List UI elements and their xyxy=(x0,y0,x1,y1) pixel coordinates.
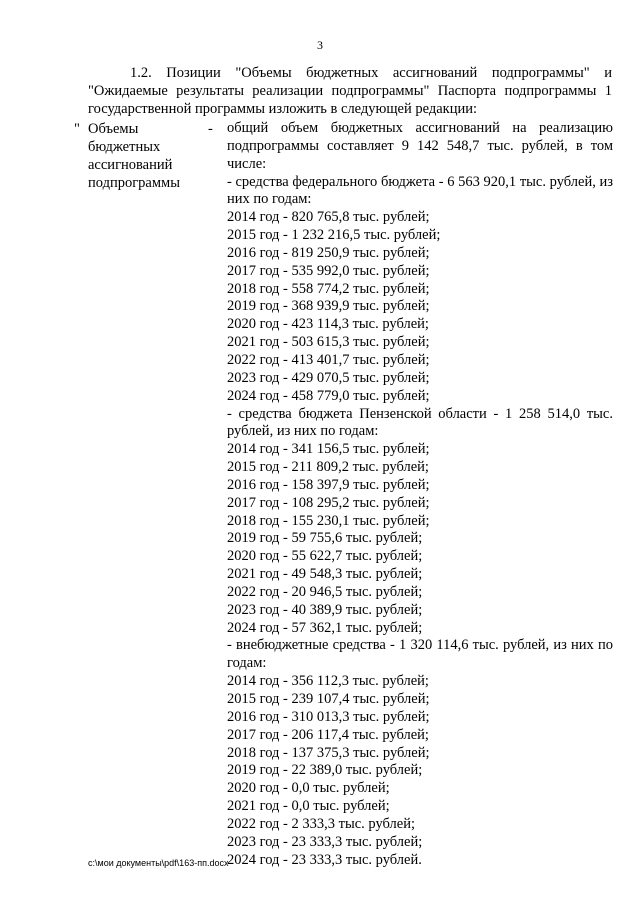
extrabudget-year-item: 2016 год - 310 013,3 тыс. рублей; xyxy=(227,708,430,725)
extrabudget-year-item: 2014 год - 356 112,3 тыс. рублей; xyxy=(227,673,429,690)
extrabudget-year-item: 2022 год - 2 333,3 тыс. рублей; xyxy=(227,815,415,832)
total-budget-text: общий объем бюджетных ассигнований на реализацию подпрограммы составляет 9 142 548,7 тыс. рублей, в том числе: xyxy=(227,120,613,172)
regional-year-item: 2015 год - 211 809,2 тыс. рублей; xyxy=(227,459,429,476)
page-number: 3 xyxy=(317,38,323,52)
regional-year-item: 2021 год - 49 548,3 тыс. рублей; xyxy=(227,566,423,583)
extrabudget-year-item: 2024 год - 23 333,3 тыс. рублей. xyxy=(227,851,422,868)
intro-paragraph: 1.2. Позиции "Объемы бюджетных ассигнований подпрограммы" и "Ожидаемые результаты реализации подпрограммы" Паспорта подпрограммы 1 государственной программы изложить в следующей редакции: xyxy=(88,65,612,117)
regional-year-item: 2017 год - 108 295,2 тыс. рублей; xyxy=(227,494,430,511)
regional-year-item: 2019 год - 59 755,6 тыс. рублей; xyxy=(227,530,423,547)
extrabudget-year-item: 2017 год - 206 117,4 тыс. рублей; xyxy=(227,726,429,743)
regional-budget-heading: - средства бюджета Пензенской области - 1 258 514,0 тыс. рублей, из них по годам: xyxy=(227,405,613,440)
extrabudget-year-item: 2023 год - 23 333,3 тыс. рублей; xyxy=(227,833,423,850)
regional-year-item: 2024 год - 57 362,1 тыс. рублей; xyxy=(227,619,423,636)
table-separator-dash: - xyxy=(208,121,213,137)
federal-years-list xyxy=(227,209,613,405)
federal-year-item: 2017 год - 535 992,0 тыс. рублей; xyxy=(227,262,430,279)
regional-year-item: 2020 год - 55 622,7 тыс. рублей; xyxy=(227,548,423,565)
federal-year-item: 2023 год - 429 070,5 тыс. рублей; xyxy=(227,369,430,386)
federal-year-item: 2019 год - 368 939,9 тыс. рублей; xyxy=(227,298,430,315)
table-left-label: Объемы бюджетных ассигнований подпрограммы xyxy=(88,121,180,191)
regional-year-item: 2023 год - 40 389,9 тыс. рублей; xyxy=(227,601,423,618)
federal-year-item: 2021 год - 503 615,3 тыс. рублей; xyxy=(227,334,430,351)
opening-quote-mark: " xyxy=(74,121,80,137)
federal-year-item: 2022 год - 413 401,7 тыс. рублей; xyxy=(227,351,430,368)
extrabudget-year-item: 2018 год - 137 375,3 тыс. рублей; xyxy=(227,744,430,761)
federal-year-item: 2024 год - 458 779,0 тыс. рублей; xyxy=(227,387,430,404)
extrabudget-heading: - внебюджетные средства - 1 320 114,6 тыс. рублей, из них по годам: xyxy=(227,637,613,672)
federal-year-item: 2015 год - 1 232 216,5 тыс. рублей; xyxy=(227,227,441,244)
regional-year-item: 2014 год - 341 156,5 тыс. рублей; xyxy=(227,441,430,458)
extrabudget-year-item: 2019 год - 22 389,0 тыс. рублей; xyxy=(227,762,423,779)
federal-year-item: 2020 год - 423 114,3 тыс. рублей; xyxy=(227,316,429,333)
regional-year-item: 2018 год - 155 230,1 тыс. рублей; xyxy=(227,512,430,529)
federal-budget-heading: - средства федерального бюджета - 6 563 920,1 тыс. рублей, из них по годам: xyxy=(227,173,613,208)
regional-year-item: 2022 год - 20 946,5 тыс. рублей; xyxy=(227,583,423,600)
footer-file-path: c:\мои документы\pdf\163-пп.docx xyxy=(88,858,229,868)
table-right-column xyxy=(227,120,613,869)
extrabudget-year-item: 2020 год - 0,0 тыс. рублей; xyxy=(227,780,390,797)
federal-year-item: 2018 год - 558 774,2 тыс. рублей; xyxy=(227,280,430,297)
regional-years-list xyxy=(227,441,613,637)
federal-year-item: 2016 год - 819 250,9 тыс. рублей; xyxy=(227,244,430,261)
extrabudget-year-item: 2015 год - 239 107,4 тыс. рублей; xyxy=(227,691,430,707)
federal-year-item: 2014 год - 820 765,8 тыс. рублей; xyxy=(227,209,430,226)
extrabudget-years-list xyxy=(227,673,613,869)
regional-year-item: 2016 год - 158 397,9 тыс. рублей; xyxy=(227,476,430,493)
extrabudget-year-item: 2021 год - 0,0 тыс. рублей; xyxy=(227,798,390,815)
